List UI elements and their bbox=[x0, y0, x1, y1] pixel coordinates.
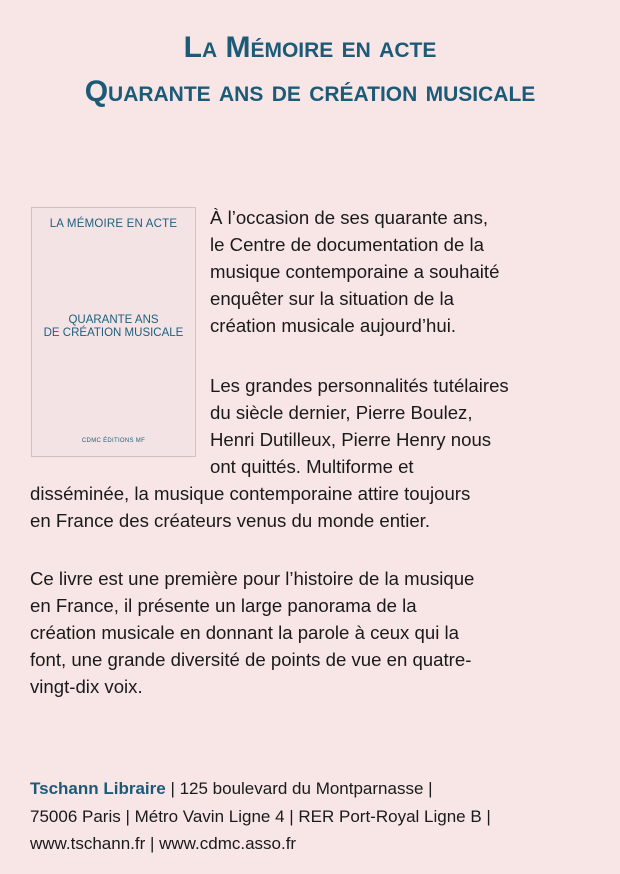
page-title bbox=[0, 26, 620, 114]
paragraph-2-line: en France des créateurs venus du monde entier. bbox=[30, 510, 431, 531]
book-cover-image bbox=[31, 207, 196, 457]
cover-subtitle bbox=[32, 314, 195, 340]
footer-websites: www.tschann.fr | www.cdmc.asso.fr bbox=[30, 834, 297, 853]
paragraph-2-line: disséminée, la musique contemporaine attire toujours bbox=[30, 483, 471, 504]
paragraph-3-line: vingt-dix voix. bbox=[30, 676, 143, 697]
title-line-2: Quarante ans de création musicale bbox=[84, 75, 536, 108]
cover-subtitle-line-1: QUARANTE ANS bbox=[68, 314, 159, 326]
paragraph-1-line: musique contemporaine a souhaité bbox=[210, 261, 500, 282]
cover-subtitle-line-2: DE CRÉATION MUSICALE bbox=[43, 327, 184, 339]
footer-address bbox=[30, 775, 600, 858]
cover-series-title: LA MÉMOIRE EN ACTE bbox=[49, 218, 178, 230]
paragraph-2-line: Henri Dutilleux, Pierre Henry nous bbox=[210, 429, 492, 450]
footer-address-street: | 125 boulevard du Montparnasse | bbox=[165, 779, 433, 798]
paragraph-3-line: création musicale en donnant la parole à ceux qui la bbox=[30, 622, 459, 643]
paragraph-2-line: ont quittés. Multiforme et bbox=[210, 456, 414, 477]
paragraph-1-line: enquêter sur la situation de la bbox=[210, 288, 454, 309]
paragraph-3-line: Ce livre est une première pour l’histoire de la musique bbox=[30, 568, 475, 589]
paragraph-3-line: font, une grande diversité de points de vue en quatre- bbox=[30, 649, 472, 670]
paragraph-2-line: Les grandes personnalités tutélaires bbox=[210, 375, 509, 396]
title-line-1: La Mémoire en acte bbox=[183, 31, 437, 64]
paragraph-1-line: création musicale aujourd’hui. bbox=[210, 315, 456, 336]
paragraph-2-line: du siècle dernier, Pierre Boulez, bbox=[210, 402, 473, 423]
cover-publisher: CDMC ÉDITIONS MF bbox=[81, 438, 146, 444]
paragraph-3-line: en France, il présente un large panorama de la bbox=[30, 595, 417, 616]
bookstore-name: Tschann Libraire bbox=[30, 779, 166, 798]
footer-line-2: 75006 Paris | Métro Vavin Ligne 4 | RER Port-Royal Ligne B | bbox=[30, 806, 491, 826]
footer-line-1 bbox=[30, 775, 600, 803]
paragraph-1-line: le Centre de documentation de la bbox=[210, 234, 484, 255]
paragraph-1-line: À l’occasion de ses quarante ans, bbox=[210, 207, 489, 228]
